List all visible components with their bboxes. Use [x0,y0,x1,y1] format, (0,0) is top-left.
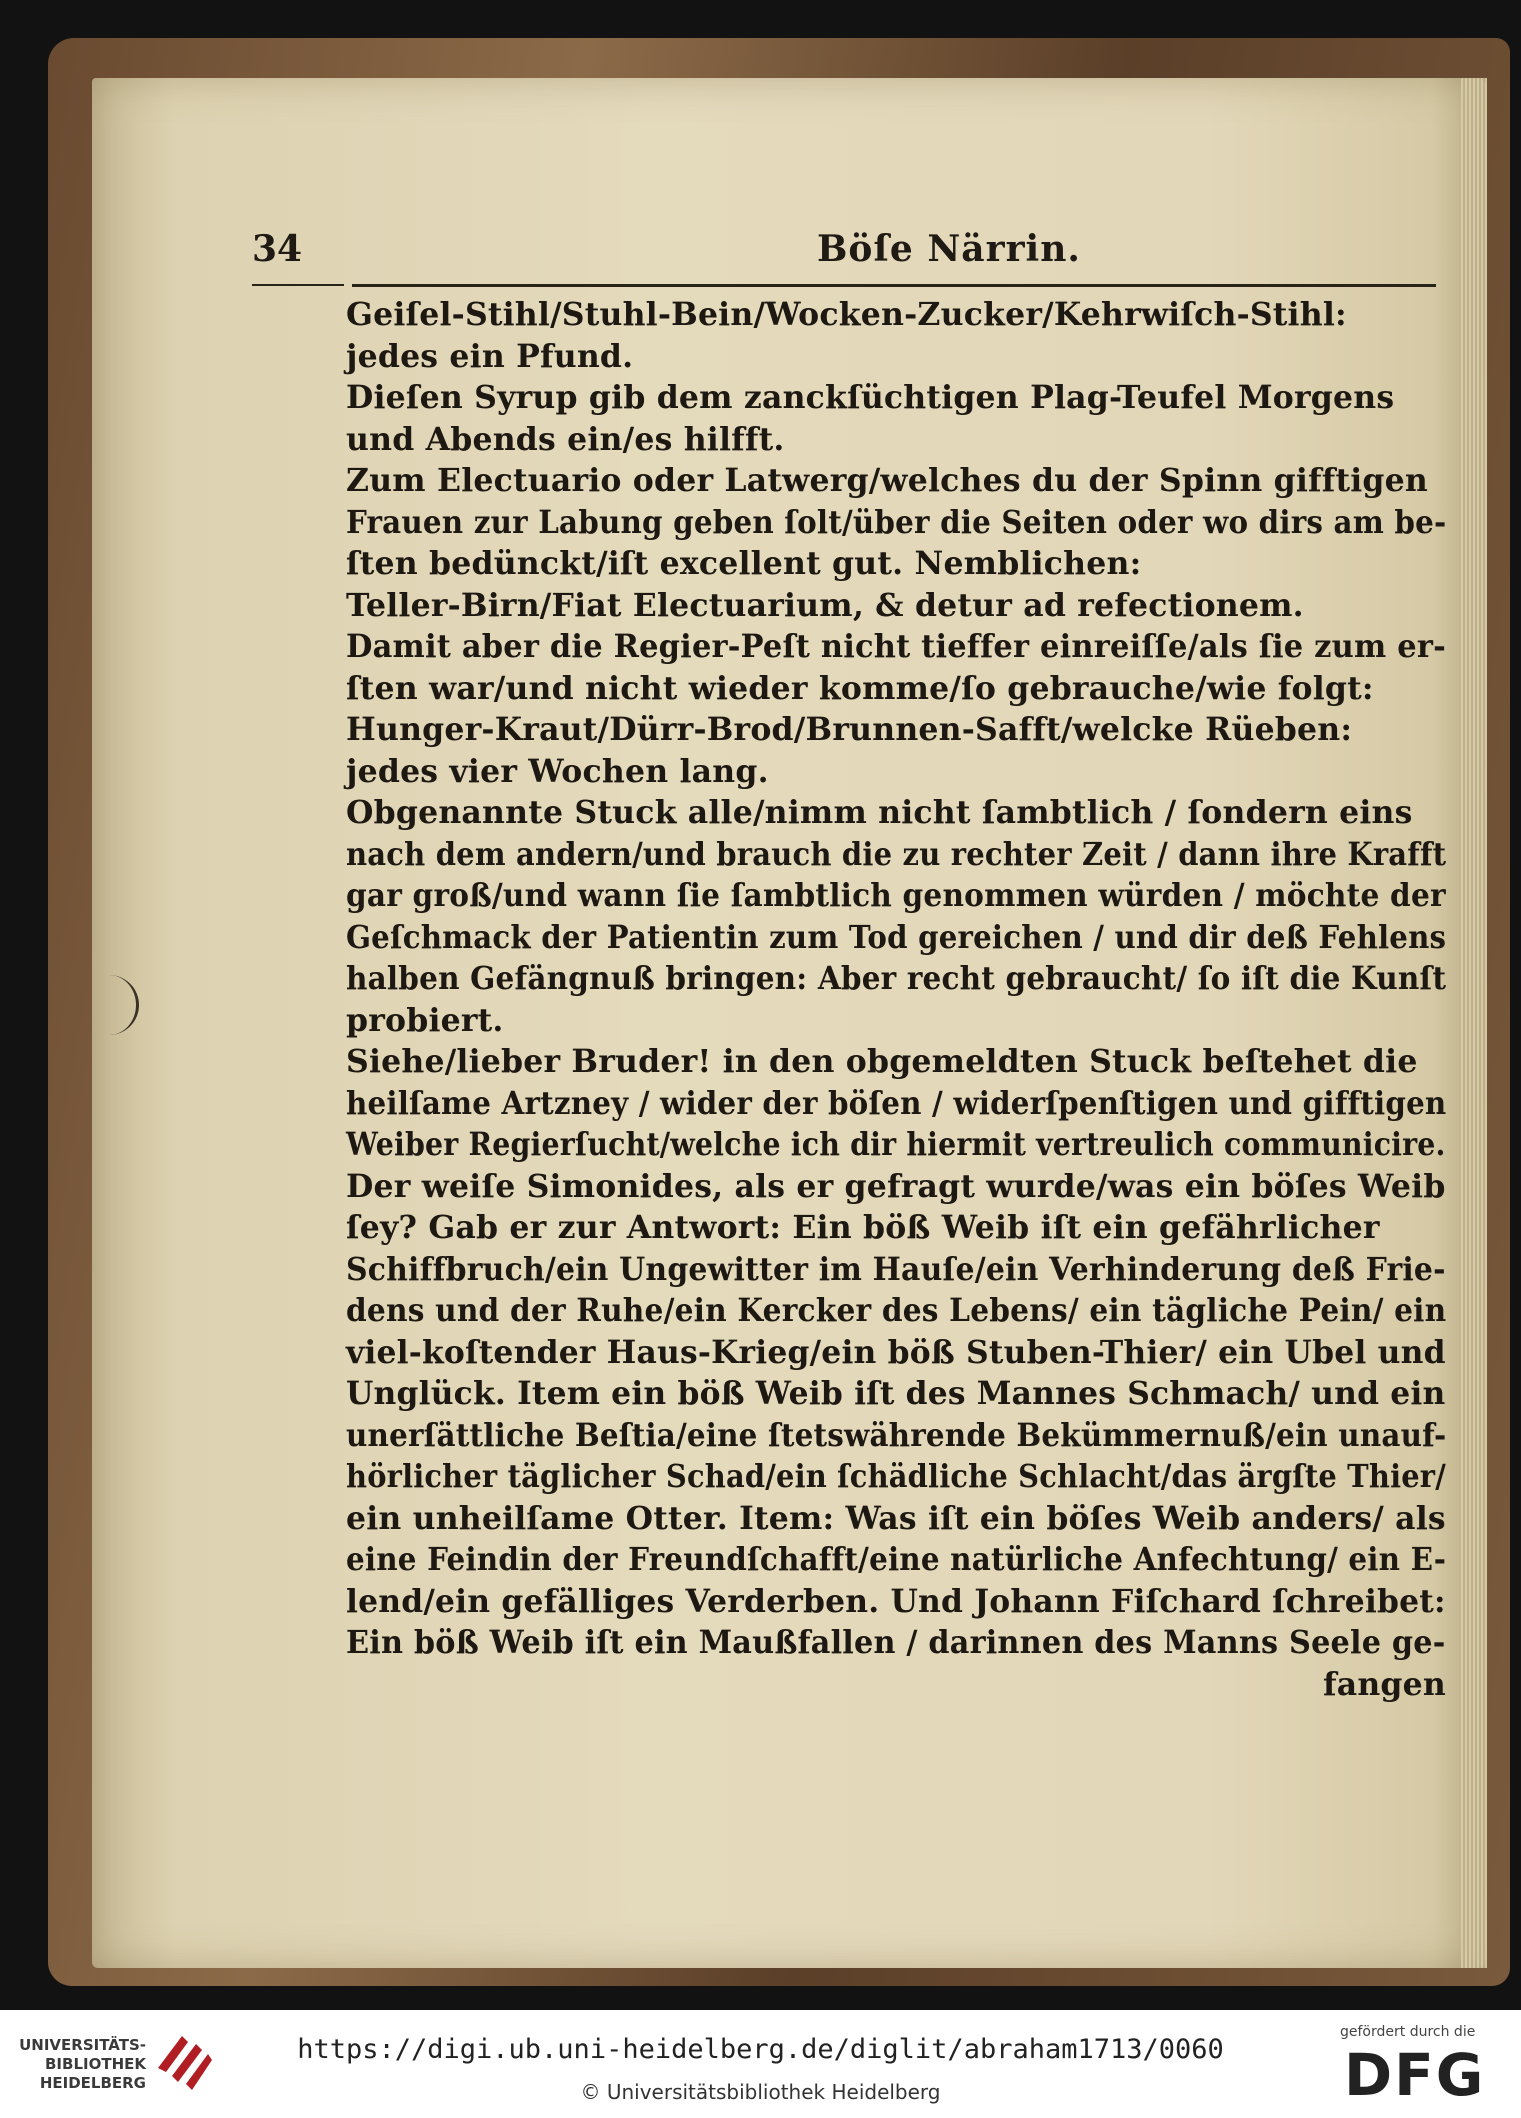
text-line: gar groß/und wann ſie ſambtlich genommen würden / möchte der [346,877,1446,914]
page-edges [1461,78,1487,1968]
text-line: Unglück. Item ein böß Weib iſt des Mannes Schmach/ und ein [346,1375,1446,1412]
text-line: Ein böß Weib iſt ein Maußfallen / darinnen des Manns Seele ge- [346,1624,1446,1661]
text-line: probiert. [346,1001,504,1039]
page-url-link[interactable]: https://digi.ub.uni-heidelberg.de/diglit/abraham1713/0060 [297,2034,1224,2065]
text-line: Schiffbruch/ein Ungewitter im Hauſe/ein Verhinderung deß Frie- [346,1250,1446,1288]
body-text [346,294,1446,1705]
text-line: lend/ein gefälliges Verderben. Und Johann Fiſchard ſchreibet: [346,1582,1446,1620]
text-line: Zum Electuario oder Latwerg/welches du der Spinn gifftigen [346,462,1428,499]
text-line: Geſchmack der Patientin zum Tod gereichen / und dir deß Fehlens [346,918,1447,956]
text-line: Der weiſe Simonides, als er gefragt wurde/was ein böſes Weib [346,1167,1446,1205]
text-line: nach dem andern/und brauch die zu rechter Zeit / dann ihre Krafft [346,835,1447,873]
text-line: Damit aber die Regier-Peſt nicht tieffer einreiſſe/als ſie zum er- [346,628,1446,665]
copyright-text: © Universitätsbibliothek Heidelberg [580,2080,941,2104]
text-line: halben Gefängnuß bringen: Aber recht gebraucht/ ſo iſt die Kunſt [346,960,1447,997]
text-line: eine Feindin der Freundſchafft/eine natürliche Anfechtung/ ein E- [346,1541,1447,1578]
header-rule [352,284,1436,287]
text-line: viel-koſtender Haus-Krieg/ein böß Stuben-Thier/ ein Ubel und [346,1333,1446,1371]
footer-bar [0,2010,1521,2118]
page-number: 34 [252,228,303,270]
library-name-line: BIBLIOTHEK [45,2055,146,2073]
text-line: Weiber Regierſucht/welche ich dir hiermit vertreulich communicire. [346,1126,1446,1163]
text-line: Obgenannte Stuck alle/nimm nicht ſambtlich / ſondern eins [346,794,1413,831]
text-line: heilſame Artzney / wider der böſen / widerſpenſtigen und gifftigen [346,1084,1447,1122]
text-line: unerſättliche Beſtia/eine ſtetswährende Bekümmernuß/ein unauf- [346,1416,1447,1454]
text-line: Siehe/lieber Bruder! in den obgemeldten Stuck beſtehet die [346,1043,1418,1080]
library-name-line: HEIDELBERG [39,2074,146,2092]
text-line: Teller-Birn/Fiat Electuarium, & detur ad refectionem. [346,586,1304,624]
header-rule-left [252,284,344,286]
dfg-logo: DFG [1344,2041,1486,2109]
catchword: fangen [1322,1665,1446,1703]
library-name-line: UNIVERSITÄTS- [19,2036,146,2054]
text-line: jedes ein Pfund. [346,337,634,375]
running-head: Böſe Närrin. [817,228,1081,270]
text-line: Frauen zur Labung geben ſolt/über die Seiten oder wo dirs am be- [346,503,1447,541]
text-line: ſey? Gab er zur Antwort: Ein böß Weib iſt ein gefährlicher [346,1209,1380,1246]
text-line: ein unheilſame Otter. Item: Was iſt ein böſes Weib anders/ als [346,1499,1446,1537]
text-line: Hunger-Kraut/Dürr-Brod/Brunnen-Safft/welcke Rüeben: [346,711,1353,748]
dfg-caption: gefördert durch die [1340,2024,1476,2040]
text-line: ſten war/und nicht wieder komme/ſo gebrauche/wie folgt: [346,669,1374,707]
text-line: Geiſel-Stihl/Stuhl-Bein/Wocken-Zucker/Kehrwiſch-Stihl: [346,296,1347,333]
text-line: ſten bedünckt/iſt excellent gut. Nemblichen: [346,545,1142,582]
text-line: Dieſen Syrup gib dem zanckſüchtigen Plag-Teufel Morgens [346,379,1395,416]
text-line: und Abends ein/es hilfft. [346,420,785,458]
text-line: jedes vier Wochen lang. [346,752,769,790]
text-line: hörlicher täglicher Schad/ein ſchädliche Schlacht/das ärgſte Thier/ [346,1458,1446,1495]
page-header [252,228,1440,280]
text-line: dens und der Ruhe/ein Kercker des Lebens/ ein tägliche Pein/ ein [346,1292,1447,1329]
